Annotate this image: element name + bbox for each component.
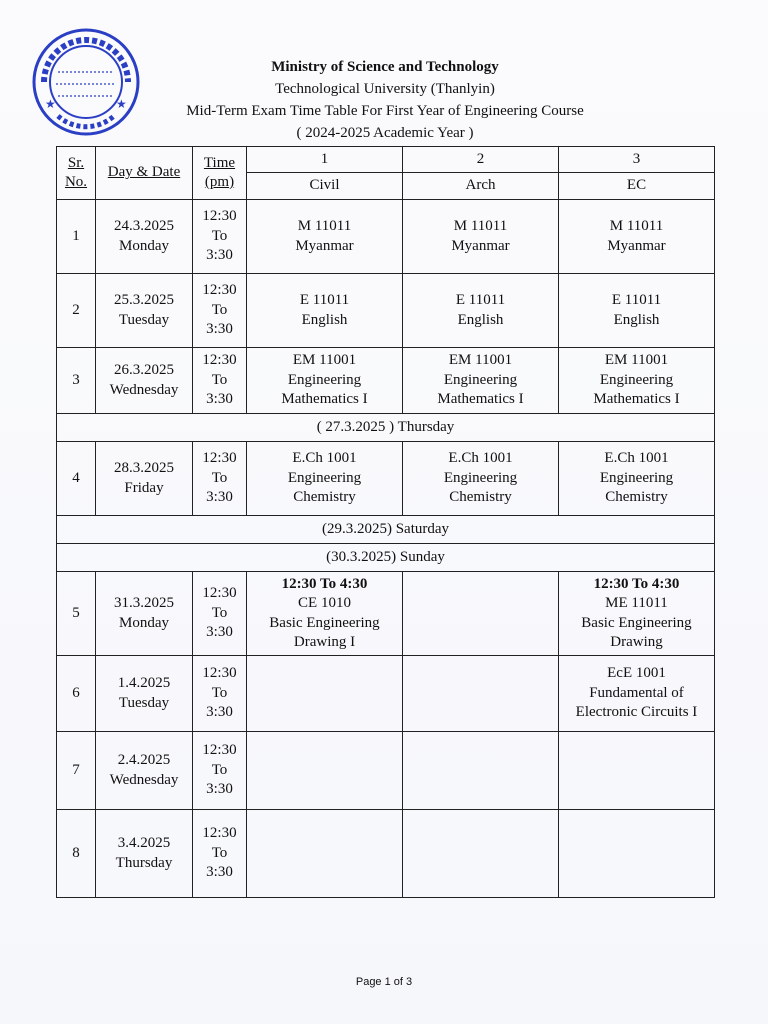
- subject-line: Chemistry: [605, 489, 668, 506]
- subject-cell: [247, 274, 403, 348]
- sr-no-header: Sr. No.: [57, 147, 96, 200]
- time-text: To: [211, 844, 228, 861]
- exam-day: Tuesday: [118, 694, 170, 711]
- subject-line: E 11011: [611, 292, 662, 308]
- exam-day: Wednesday: [109, 381, 179, 398]
- subject-cell: [247, 732, 403, 810]
- subject-line: Engineering: [443, 371, 518, 388]
- exam-date: 31.3.2025: [114, 595, 174, 611]
- subject-line: Mathematics I: [281, 391, 368, 408]
- exam-row: [57, 200, 715, 274]
- exam-day: Monday: [119, 614, 169, 631]
- serial-number: 2: [57, 274, 96, 348]
- time-cell: [193, 274, 247, 348]
- time-text: 3:30: [206, 391, 233, 408]
- exam-date: 26.3.2025: [114, 362, 174, 378]
- column-number-1: 1: [247, 147, 403, 173]
- day-date-header: Day & Date: [96, 147, 193, 200]
- ministry-title: Ministry of Science and Technology: [271, 59, 499, 75]
- exam-timetable: [56, 146, 715, 898]
- exam-day: Tuesday: [118, 311, 170, 328]
- time-text: To: [211, 227, 228, 244]
- subject-line: E.Ch 1001: [604, 450, 669, 467]
- time-text: To: [211, 684, 228, 701]
- time-text: 12:30: [202, 742, 237, 759]
- time-cell: [193, 732, 247, 810]
- holiday-row: [57, 544, 715, 572]
- subject-line: E 11011: [455, 292, 506, 308]
- subject-cell: [559, 442, 715, 516]
- timetable-title: Mid-Term Exam Time Table For First Year of Engineering Course: [186, 103, 584, 119]
- subject-line: Mathematics I: [593, 391, 680, 408]
- subject-cell: [247, 810, 403, 898]
- exam-date: 3.4.2025: [117, 835, 171, 851]
- subject-line: 12:30 To 4:30: [281, 575, 368, 592]
- time-text: 12:30: [202, 450, 237, 467]
- time-text: To: [211, 604, 228, 621]
- subject-line: M 11011: [453, 218, 508, 234]
- subject-cell: [403, 732, 559, 810]
- exam-date: 24.3.2025: [114, 218, 174, 234]
- exam-row: [57, 656, 715, 732]
- serial-number: 6: [57, 656, 96, 732]
- time-text: 3:30: [206, 624, 233, 641]
- time-cell: [193, 656, 247, 732]
- subject-line: Drawing: [610, 634, 663, 650]
- exam-date: 28.3.2025: [114, 460, 174, 476]
- serial-number: 5: [57, 572, 96, 656]
- day-date-cell: [96, 732, 193, 810]
- subject-line: EM 11001: [448, 352, 513, 369]
- document-header: [150, 56, 620, 144]
- subject-line: E 11011: [299, 292, 350, 308]
- time-cell: [193, 200, 247, 274]
- time-text: To: [211, 371, 228, 388]
- subject-line: Engineering: [599, 469, 674, 486]
- serial-number: 4: [57, 442, 96, 516]
- subject-line: Chemistry: [449, 489, 512, 506]
- subject-line: Myanmar: [451, 237, 510, 254]
- subject-line: EM 11001: [292, 352, 357, 369]
- exam-date: 25.3.2025: [114, 292, 174, 308]
- time-cell: [193, 810, 247, 898]
- day-date-cell: [96, 348, 193, 414]
- exam-day: Monday: [119, 237, 169, 254]
- time-text: 3:30: [206, 489, 233, 506]
- holiday-note: ( 27.3.2025 ) Thursday: [57, 414, 715, 442]
- exam-row: [57, 348, 715, 414]
- program-arch: Arch: [403, 173, 559, 200]
- subject-line: English: [301, 311, 348, 328]
- time-text: 12:30: [202, 282, 237, 299]
- time-cell: [193, 348, 247, 414]
- subject-cell: [403, 200, 559, 274]
- subject-line: EM 11001: [604, 352, 669, 369]
- subject-line: Engineering: [599, 371, 674, 388]
- subject-line: Fundamental of: [589, 684, 684, 701]
- subject-cell: [403, 442, 559, 516]
- time-text: 3:30: [206, 321, 233, 338]
- subject-line: E.Ch 1001: [448, 450, 513, 467]
- subject-line: M 11011: [609, 218, 664, 234]
- subject-line: Myanmar: [295, 237, 354, 254]
- exam-day: Wednesday: [109, 771, 179, 788]
- day-date-cell: [96, 656, 193, 732]
- subject-line: Electronic Circuits I: [575, 704, 698, 721]
- subject-cell: [403, 572, 559, 656]
- exam-row: [57, 274, 715, 348]
- holiday-note: (29.3.2025) Saturday: [57, 516, 715, 544]
- serial-number: 3: [57, 348, 96, 414]
- subject-cell: [247, 442, 403, 516]
- time-text: 12:30: [202, 585, 237, 602]
- subject-line: English: [613, 311, 660, 328]
- time-text: 12:30: [202, 825, 237, 842]
- subject-line: Chemistry: [293, 489, 356, 506]
- exam-row: [57, 810, 715, 898]
- column-number-2: 2: [403, 147, 559, 173]
- exam-row: [57, 572, 715, 656]
- time-cell: [193, 572, 247, 656]
- subject-cell: [247, 572, 403, 656]
- subject-cell: [559, 810, 715, 898]
- subject-cell: [403, 274, 559, 348]
- time-text: 12:30: [202, 208, 237, 225]
- holiday-row: [57, 516, 715, 544]
- subject-line: M 11011: [297, 218, 352, 234]
- subject-line: Mathematics I: [437, 391, 524, 408]
- day-date-cell: [96, 200, 193, 274]
- subject-cell: [247, 200, 403, 274]
- academic-year: ( 2024-2025 Academic Year ): [296, 125, 474, 141]
- program-ec: EC: [559, 173, 715, 200]
- svg-text:★: ★: [116, 97, 127, 111]
- time-text: 3:30: [206, 704, 233, 721]
- time-cell: [193, 442, 247, 516]
- holiday-note: (30.3.2025) Sunday: [57, 544, 715, 572]
- exam-day: Friday: [124, 479, 164, 496]
- serial-number: 1: [57, 200, 96, 274]
- university-name: Technological University (Thanlyin): [275, 81, 495, 97]
- subject-line: Engineering: [443, 469, 518, 486]
- exam-row: [57, 732, 715, 810]
- subject-cell: [559, 732, 715, 810]
- time-text: To: [211, 469, 228, 486]
- subject-line: Basic Engineering: [269, 614, 380, 631]
- day-date-cell: [96, 274, 193, 348]
- subject-line: E.Ch 1001: [292, 450, 357, 467]
- subject-line: CE 1010: [298, 595, 351, 611]
- subject-cell: [403, 348, 559, 414]
- subject-cell: [403, 656, 559, 732]
- subject-cell: [559, 348, 715, 414]
- subject-cell: [559, 656, 715, 732]
- program-civil: Civil: [247, 173, 403, 200]
- time-text: 3:30: [206, 781, 233, 798]
- subject-cell: [403, 810, 559, 898]
- day-date-cell: [96, 810, 193, 898]
- exam-day: Thursday: [115, 854, 173, 871]
- time-header: Time (pm): [193, 147, 247, 200]
- svg-text:★: ★: [45, 97, 56, 111]
- time-text: 12:30: [202, 665, 237, 682]
- page-number: Page 1 of 3: [355, 976, 413, 988]
- subject-line: EcE 1001: [607, 665, 666, 682]
- university-seal: [30, 26, 142, 138]
- exam-date: 1.4.2025: [117, 675, 171, 691]
- time-text: 12:30: [202, 352, 237, 369]
- subject-line: Basic Engineering: [581, 614, 692, 631]
- day-date-cell: [96, 442, 193, 516]
- subject-line: Engineering: [287, 469, 362, 486]
- subject-line: Drawing I: [293, 634, 356, 650]
- day-date-cell: [96, 572, 193, 656]
- holiday-row: [57, 414, 715, 442]
- subject-line: English: [457, 311, 504, 328]
- time-text: 3:30: [206, 864, 233, 881]
- subject-line: Myanmar: [607, 237, 666, 254]
- time-text: To: [211, 761, 228, 778]
- subject-cell: [559, 200, 715, 274]
- subject-line: Engineering: [287, 371, 362, 388]
- subject-cell: [247, 348, 403, 414]
- subject-cell: [247, 656, 403, 732]
- subject-line: 12:30 To 4:30: [593, 575, 680, 592]
- time-text: To: [211, 301, 228, 318]
- time-text: 3:30: [206, 247, 233, 264]
- subject-cell: [559, 274, 715, 348]
- exam-row: [57, 442, 715, 516]
- subject-cell: [559, 572, 715, 656]
- exam-date: 2.4.2025: [117, 752, 171, 768]
- column-number-3: 3: [559, 147, 715, 173]
- serial-number: 8: [57, 810, 96, 898]
- serial-number: 7: [57, 732, 96, 810]
- subject-line: ME 11011: [605, 595, 668, 611]
